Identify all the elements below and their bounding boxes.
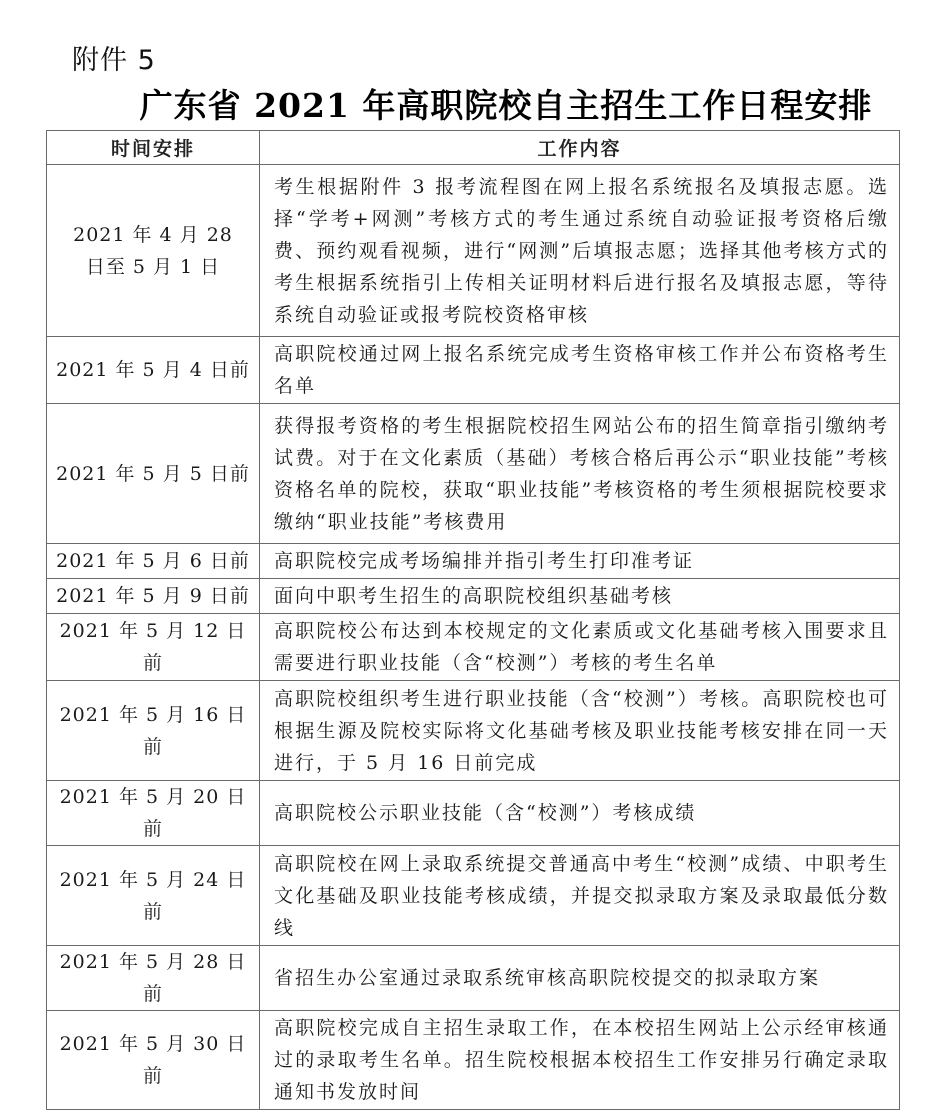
schedule-table xyxy=(46,130,900,1110)
attachment-label: 附件 5 xyxy=(72,45,156,76)
work-cell: 高职院校通过网上报名系统完成考生资格审核工作并公布资格考生名单 xyxy=(260,337,900,404)
time-cell: 2021 年 5 月 12 日前 xyxy=(47,614,260,681)
table-row xyxy=(47,946,900,1011)
time-cell: 2021 年 5 月 9 日前 xyxy=(47,579,260,614)
work-cell: 高职院校完成考场编排并指引考生打印准考证 xyxy=(260,544,900,579)
table-row xyxy=(47,681,900,781)
table-row xyxy=(47,544,900,579)
work-cell: 考生根据附件 3 报考流程图在网上报名系统报名及填报志愿。选择“学考+网测”考核方式的考生通过系统自动验证报考资格后缴费、预约观看视频，进行“网测”后填报志愿；选择其他考核方式的考生根据系统指引上传相关证明材料后进行报名及填报志愿，等待系统自动验证或报考院校资格审核 xyxy=(260,165,900,337)
table-row xyxy=(47,1011,900,1110)
work-cell: 高职院校公示职业技能（含“校测”）考核成绩 xyxy=(260,781,900,846)
table-row xyxy=(47,165,900,337)
work-cell: 获得报考资格的考生根据院校招生网站公布的招生简章指引缴纳考试费。对于在文化素质（基础）考核合格后再公示“职业技能”考核资格名单的院校，获取“职业技能”考核资格的考生须根据院校要求缴纳“职业技能”考核费用 xyxy=(260,404,900,544)
work-cell: 高职院校组织考生进行职业技能（含“校测”）考核。高职院校也可根据生源及院校实际将文化基础考核及职业技能考核安排在同一天进行，于 5 月 16 日前完成 xyxy=(260,681,900,781)
work-cell: 面向中职考生招生的高职院校组织基础考核 xyxy=(260,579,900,614)
table-row xyxy=(47,337,900,404)
time-cell: 2021 年 5 月 28 日前 xyxy=(47,946,260,1011)
time-cell: 2021 年 5 月 24 日前 xyxy=(47,846,260,946)
table-row xyxy=(47,404,900,544)
work-cell: 高职院校公布达到本校规定的文化素质或文化基础考核入围要求且需要进行职业技能（含“校测”）考核的考生名单 xyxy=(260,614,900,681)
table-header-row xyxy=(47,131,900,165)
table-row xyxy=(47,846,900,946)
page-title: 广东省 2021 年高职院校自主招生工作日程安排 xyxy=(139,86,873,125)
table-row xyxy=(47,614,900,681)
time-cell: 2021 年 4 月 28 日至 5 月 1 日 xyxy=(47,165,260,337)
column-header-time: 时间安排 xyxy=(47,131,260,165)
table-row xyxy=(47,579,900,614)
column-header-work: 工作内容 xyxy=(260,131,900,165)
time-cell: 2021 年 5 月 6 日前 xyxy=(47,544,260,579)
work-cell: 高职院校完成自主招生录取工作，在本校招生网站上公示经审核通过的录取考生名单。招生院校根据本校招生工作安排另行确定录取通知书发放时间 xyxy=(260,1011,900,1110)
work-cell: 高职院校在网上录取系统提交普通高中考生“校测”成绩、中职考生文化基础及职业技能考核成绩，并提交拟录取方案及录取最低分数线 xyxy=(260,846,900,946)
table-row xyxy=(47,781,900,846)
time-cell: 2021 年 5 月 5 日前 xyxy=(47,404,260,544)
time-cell: 2021 年 5 月 16 日前 xyxy=(47,681,260,781)
work-cell: 省招生办公室通过录取系统审核高职院校提交的拟录取方案 xyxy=(260,946,900,1011)
time-cell: 2021 年 5 月 4 日前 xyxy=(47,337,260,404)
time-cell: 2021 年 5 月 30 日前 xyxy=(47,1011,260,1110)
time-cell: 2021 年 5 月 20 日前 xyxy=(47,781,260,846)
